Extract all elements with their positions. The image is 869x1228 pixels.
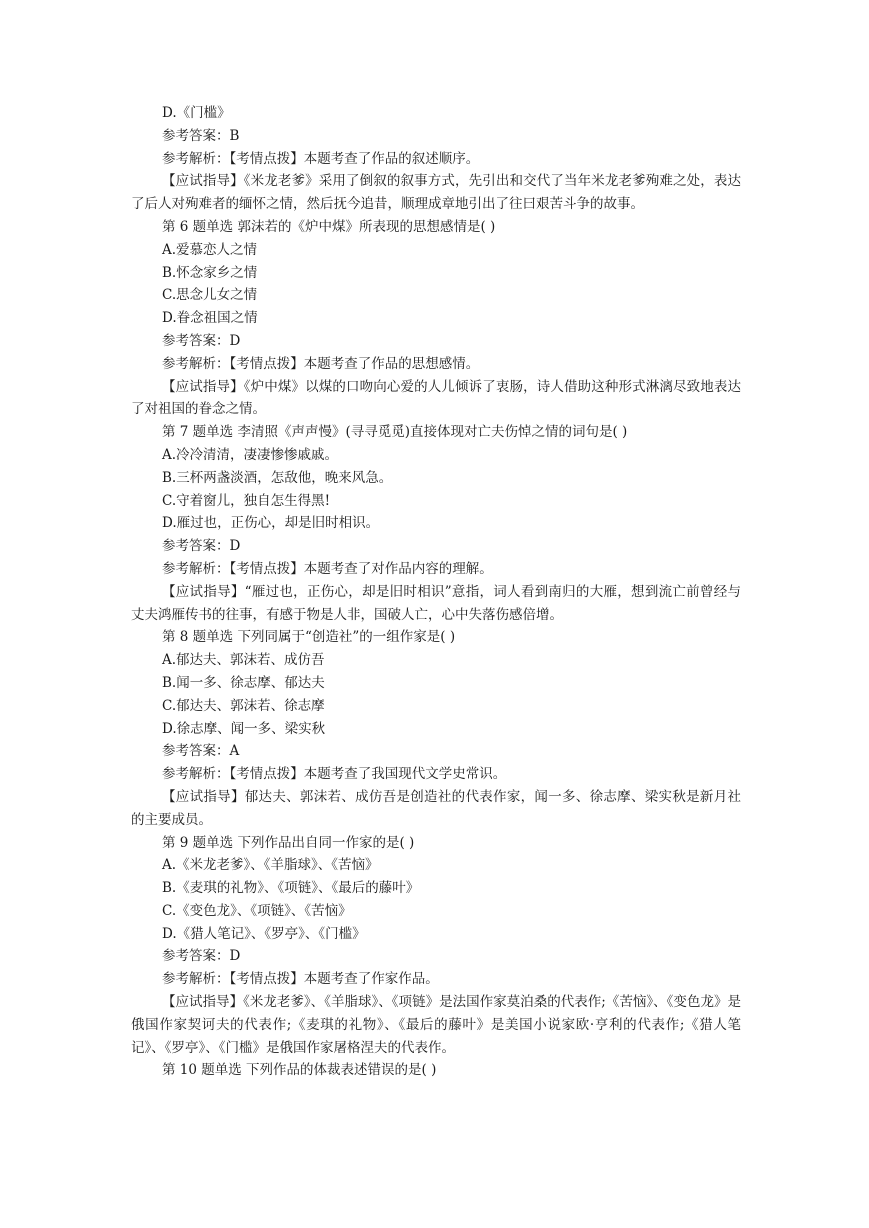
option-line: D.《猎人笔记》、《罗亭》、《门槛》 [162, 925, 366, 942]
answer-line: 参考答案：D [162, 948, 241, 965]
answer-line: 参考答案：D [162, 332, 241, 349]
option-line: A.爱慕恋人之情 [162, 241, 258, 258]
answer-line: 参考答案：A [162, 743, 240, 760]
question-line: 第 9 题单选 下列作品出自同一作家的是( ) [162, 834, 415, 851]
guide-paragraph: 【应试指导】郁达夫、郭沫若、成仿吾是创造社的代表作家，闻一多、徐志摩、梁实秋是新月社的主要成员。 [131, 788, 741, 828]
guide-paragraph: 【应试指导】《炉中煤》以煤的口吻向心爱的人儿倾诉了衷肠，诗人借助这种形式淋漓尽致地表达了对祖国的眷念之情。 [131, 378, 741, 418]
option-line: C.思念儿女之情 [162, 287, 258, 304]
option-line: D.徐志摩、闻一多、梁实秋 [162, 720, 326, 737]
option-line: B.三杯两盏淡酒，怎敌他，晚来风急。 [162, 469, 393, 486]
answer-line: 参考答案：D [162, 538, 241, 555]
option-line: B.怀念家乡之情 [162, 264, 258, 281]
question-line: 第 7 题单选 李清照《声声慢》(寻寻觅觅)直接体现对亡夫伤悼之情的词句是( ) [162, 424, 628, 441]
option-line: B.《麦琪的礼物》、《项链》、《最后的藤叶》 [162, 880, 420, 897]
option-line: C.守着窗儿，独自怎生得黑! [162, 492, 331, 509]
analysis-line: 参考解析：【考情点拨】本题考查了对作品内容的理解。 [162, 560, 493, 577]
document-page [131, 102, 741, 1082]
question-line: 第 8 题单选 下列同属于“创造社”的一组作家是( ) [162, 629, 456, 646]
guide-paragraph: 【应试指导】《米龙老爹》、《羊脂球》、《项链》是法国作家莫泊桑的代表作;《苦恼》、《变色龙》是俄国作家契诃夫的代表作;《麦琪的礼物》、《最后的藤叶》是美国小说家欧·亨利的代表作;《猎人笔记》、《罗亭》、《门槛》是俄国作家屠格涅夫的代表作。 [131, 994, 741, 1056]
analysis-line: 参考解析：【考情点拨】本题考查了作品的叙述顺序。 [162, 150, 480, 167]
option-line: B.闻一多、徐志摩、郁达夫 [162, 674, 325, 691]
guide-paragraph: 【应试指导】《米龙老爹》采用了倒叙的叙事方式，先引出和交代了当年米龙老爹殉难之处，表达了后人对殉难者的缅怀之情，然后抚今追昔，顺理成章地引出了往曰艰苦斗争的故事。 [131, 173, 741, 213]
analysis-line: 参考解析：【考情点拨】本题考查了作家作品。 [162, 971, 439, 988]
option-line: D.雁过也，正伤心，却是旧时相识。 [162, 515, 380, 532]
option-line: D.眷念祖国之情 [162, 310, 258, 327]
option-line: D.《门槛》 [162, 105, 231, 121]
answer-line: 参考答案：B [162, 127, 240, 144]
option-line: C.《变色龙》、《项链》、《苦恼》 [162, 902, 352, 919]
guide-paragraph: 【应试指导】“雁过也，正伤心，却是旧时相识”意指，词人看到南归的大雁，想到流亡前曾经与丈夫鸿雁传书的往事，有感于物是人非，国破人亡，心中失落伤感倍增。 [131, 583, 741, 623]
analysis-line: 参考解析：【考情点拨】本题考查了作品的思想感情。 [162, 355, 480, 372]
option-line: A.郁达夫、郭沫若、成仿吾 [162, 652, 325, 669]
option-line: A.《米龙老爹》、《羊脂球》、《苦恼》 [162, 857, 379, 874]
analysis-line: 参考解析：【考情点拨】本题考查了我国现代文学史常识。 [162, 766, 507, 783]
question-line: 第 6 题单选 郭沫若的《炉中煤》所表现的思想感情是( ) [162, 218, 496, 235]
option-line: C.郁达夫、郭沫若、徐志摩 [162, 697, 325, 714]
question-line: 第 10 题单选 下列作品的体裁表述错误的是( ) [162, 1062, 437, 1079]
option-line: A.冷冷清清，凄凄惨惨戚戚。 [162, 446, 339, 463]
